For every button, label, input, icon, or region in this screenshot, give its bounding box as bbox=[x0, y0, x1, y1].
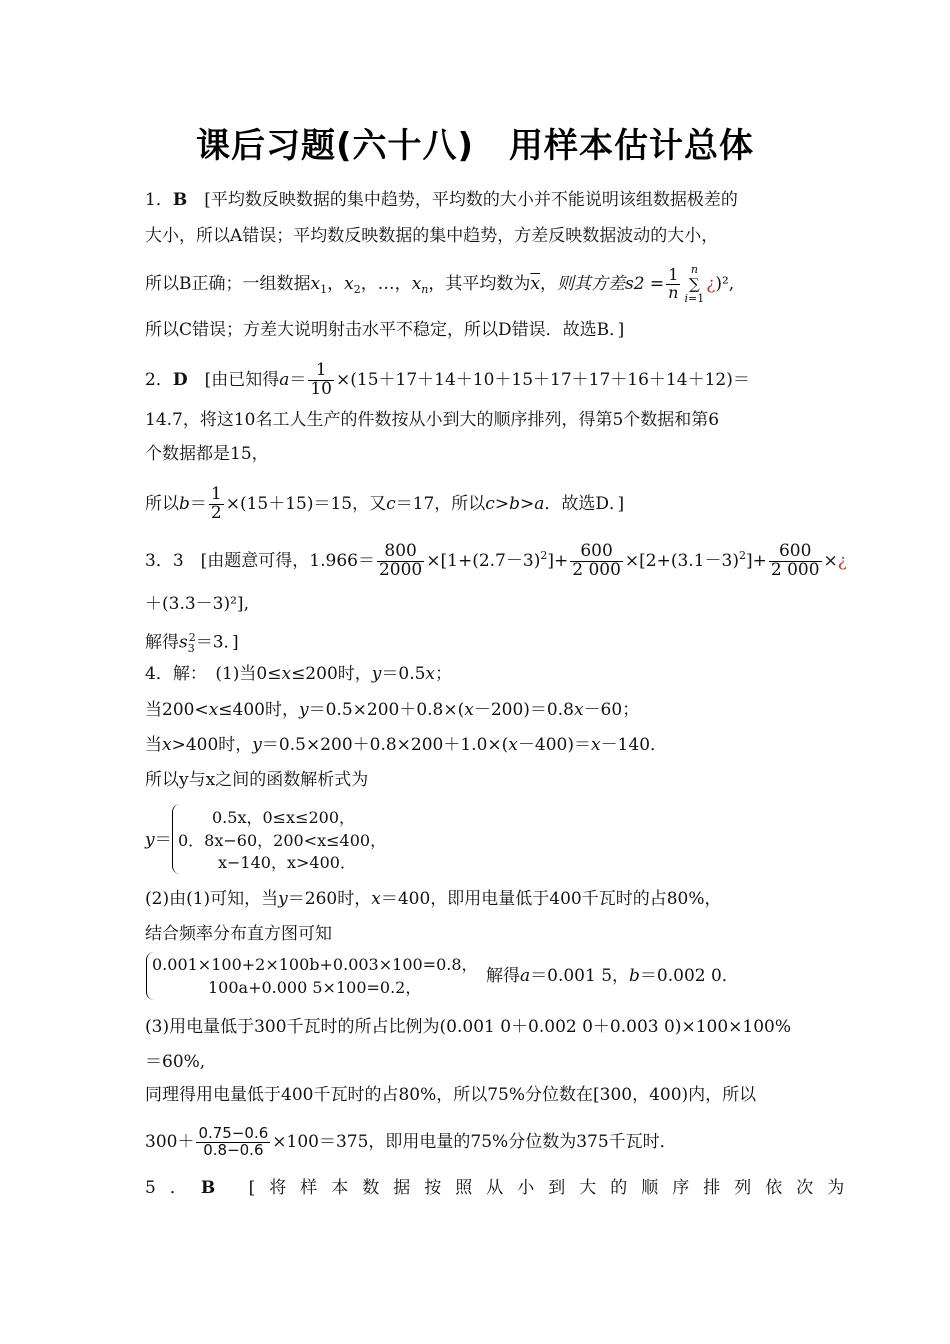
q4-line-9: 同理得用电量低于400千瓦时的占80%，所以75%分位数在[300，400)内，所以 bbox=[145, 1085, 757, 1105]
q4-line-4: 所以y与x之间的函数解析式为 bbox=[145, 770, 369, 790]
piecewise-case-2: 0．8x−60，200<x≤400， bbox=[178, 831, 387, 850]
q2-line-4: 所以b＝ $\frac{1}{2}$ ×(15＋15)＝15，又c＝17，所以c>b>a．故选D．] bbox=[145, 484, 625, 523]
piecewise-case-3: x−140，x>400． bbox=[218, 853, 356, 872]
q4-line-1: 4．解： (1)当0≤x≤200时，y＝0.5x； bbox=[145, 664, 453, 684]
q4-line-5: (2)由(1)可知，当y＝260时，x＝400，即用电量低于400千瓦时的占80%， bbox=[145, 889, 722, 909]
piecewise-case-1: 0.5x，0≤x≤200， bbox=[212, 808, 356, 827]
q4-line-10: 300＋ $\frac{0.75-0.6}{0.8-0.6}$ ×100＝375，即用电量的75%分位数为375千瓦时． bbox=[145, 1124, 677, 1159]
q4-line-2: 当200<x≤400时，y＝0.5×200＋0.8×(x－200)＝0.8x－60； bbox=[145, 700, 640, 720]
page-title: 课后习题(六十八) 用样本估计总体 bbox=[195, 126, 755, 166]
q1-line-3: 所以B正确；一组数据$x_1$，$x_2$，…，$x_n$，其平均数为$\overline{x}$，则其方差s2 = $\frac{1}{n}$ n ∑ i=1¿)², bbox=[145, 263, 735, 305]
q4-line-8: ＝60%, bbox=[145, 1052, 206, 1072]
system-eq-2: 100a+0.000 5×100=0.2， bbox=[208, 978, 422, 997]
q2-line-2: 14.7，将这10名工人生产的件数按从小到大的顺序排列，得第5个数据和第6 bbox=[145, 410, 720, 430]
system-solution: 解得a＝0.001 5，b＝0.002 0． bbox=[486, 966, 739, 986]
q3-line-2: ＋(3.3－3)²], bbox=[145, 594, 249, 614]
q2-line-3: 个数据都是15， bbox=[145, 444, 269, 464]
q3-line-1: 3．3 [由题意可得，1.966＝ $\frac{800}{2000}$ $\times[1+(2.7-3)^2]+$ $\frac{600}{2 000}$ $\times[2+(3.1-3)^2]+$ $\frac{600}{2 000}$ ×¿ bbox=[145, 541, 847, 580]
piecewise-lhs: y＝ bbox=[145, 830, 172, 850]
q1-line-4: 所以C错误；方差大说明射击水平不稳定，所以D错误．故选B．] bbox=[145, 320, 625, 340]
system-eq-1: 0.001×100+2×100b+0.003×100=0.8， bbox=[152, 955, 478, 974]
q4-line-7: (3)用电量低于300千瓦时的所占比例为(0.001 0＋0.002 0＋0.003 0)×100×100% bbox=[145, 1017, 791, 1037]
q1-line-2: 大小，所以A错误；平均数反映数据的集中趋势，方差反映数据波动的大小， bbox=[145, 226, 719, 246]
q5-line-1: 5．B [将样本数据按照从小到大的顺序排列依次为 bbox=[145, 1178, 859, 1198]
q4-line-3: 当x>400时，y＝0.5×200＋0.8×200＋1.0×(x－400)＝x－140． bbox=[145, 735, 668, 755]
q2-line-1: 2．D [由已知得a＝ $\frac{1}{10}$ ×(15＋17＋14＋10＋15＋17＋17＋16＋14＋12)＝ bbox=[145, 360, 750, 399]
q4-line-6: 结合频率分布直方图可知 bbox=[145, 924, 332, 944]
q1-line-1: 1．B [平均数反映数据的集中趋势，平均数的大小并不能说明该组数据极差的 bbox=[145, 190, 738, 210]
q3-line-3: 解得$s_3^2=3$．] bbox=[145, 631, 239, 656]
